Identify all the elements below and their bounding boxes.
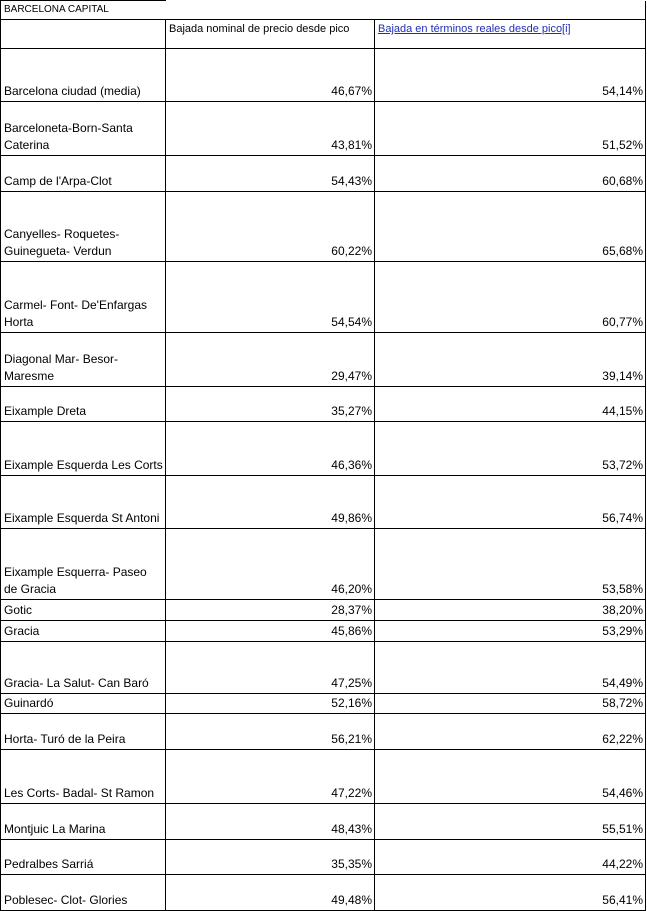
nominal-drop-value: 47,25%	[166, 642, 375, 694]
district-name: Camp de l'Arpa-Clot	[1, 156, 166, 192]
district-name: Diagonal Mar- Besor- Maresme	[1, 333, 166, 387]
real-drop-value: 65,68%	[375, 192, 646, 262]
real-drop-value: 44,15%	[375, 387, 646, 422]
nominal-drop-value: 43,81%	[166, 102, 375, 156]
district-name: Eixample Esquerra- Paseo de Gracia	[1, 529, 166, 600]
real-drop-header-link[interactable]: Bajada en términos reales desde pico[i]	[375, 20, 646, 49]
table-row	[1, 750, 646, 804]
real-drop-value: 39,14%	[375, 333, 646, 387]
district-name: Barceloneta-Born-Santa Caterina	[1, 102, 166, 156]
table-row	[1, 694, 646, 714]
nominal-drop-value: 46,67%	[166, 49, 375, 102]
district-name: Gracia	[1, 621, 166, 642]
nominal-drop-value: 60,22%	[166, 192, 375, 262]
table-row	[1, 262, 646, 333]
table-row	[1, 476, 646, 529]
table-row	[1, 422, 646, 476]
real-drop-value: 60,77%	[375, 262, 646, 333]
table-row	[1, 529, 646, 600]
real-drop-value: 58,72%	[375, 694, 646, 714]
table-row	[1, 642, 646, 694]
district-name: Les Corts- Badal- St Ramon	[1, 750, 166, 804]
real-drop-value: 44,22%	[375, 840, 646, 875]
real-drop-value: 54,46%	[375, 750, 646, 804]
real-drop-value: 56,74%	[375, 476, 646, 529]
district-name: Eixample Dreta	[1, 387, 166, 422]
real-drop-value: 56,41%	[375, 875, 646, 911]
district-name: Guinardó	[1, 694, 166, 714]
district-name: Eixample Esquerda St Antoni	[1, 476, 166, 529]
real-drop-value: 38,20%	[375, 600, 646, 621]
district-name: Montjuic La Marina	[1, 804, 166, 840]
district-name: Poblesec- Clot- Glories	[1, 875, 166, 911]
nominal-drop-value: 49,48%	[166, 875, 375, 911]
district-name: Gotic	[1, 600, 166, 621]
nominal-drop-value: 35,35%	[166, 840, 375, 875]
table-row	[1, 192, 646, 262]
header-row	[1, 20, 646, 49]
nominal-drop-value: 47,22%	[166, 750, 375, 804]
real-drop-value: 53,72%	[375, 422, 646, 476]
table-row	[1, 804, 646, 840]
title-row	[1, 1, 646, 20]
district-name: Canyelles- Roquetes- Guinegueta- Verdun	[1, 192, 166, 262]
district-name: Barcelona ciudad (media)	[1, 49, 166, 102]
title-blank-cell	[375, 1, 646, 20]
nominal-drop-value: 54,54%	[166, 262, 375, 333]
nominal-drop-value: 46,36%	[166, 422, 375, 476]
nominal-drop-value: 49,86%	[166, 476, 375, 529]
real-drop-value: 51,52%	[375, 102, 646, 156]
nominal-drop-value: 35,27%	[166, 387, 375, 422]
table-row	[1, 875, 646, 911]
nominal-drop-value: 48,43%	[166, 804, 375, 840]
table-row	[1, 621, 646, 642]
nominal-drop-header: Bajada nominal de precio desde pico	[166, 20, 375, 49]
real-drop-value: 60,68%	[375, 156, 646, 192]
table-row	[1, 387, 646, 422]
district-name: Horta- Turó de la Peira	[1, 714, 166, 750]
sheet-title: BARCELONA CAPITAL	[1, 1, 166, 20]
district-name: Carmel- Font- De'Enfargas Horta	[1, 262, 166, 333]
district-header	[1, 20, 166, 49]
real-drop-value: 53,58%	[375, 529, 646, 600]
district-name: Eixample Esquerda Les Corts	[1, 422, 166, 476]
table-row	[1, 156, 646, 192]
real-drop-value: 53,29%	[375, 621, 646, 642]
table-row	[1, 49, 646, 102]
district-name: Pedralbes Sarriá	[1, 840, 166, 875]
real-drop-value: 55,51%	[375, 804, 646, 840]
title-blank-cell	[166, 1, 375, 20]
nominal-drop-value: 54,43%	[166, 156, 375, 192]
nominal-drop-value: 29,47%	[166, 333, 375, 387]
table-row	[1, 840, 646, 875]
nominal-drop-value: 45,86%	[166, 621, 375, 642]
nominal-drop-value: 52,16%	[166, 694, 375, 714]
nominal-drop-value: 56,21%	[166, 714, 375, 750]
table-row	[1, 714, 646, 750]
nominal-drop-value: 28,37%	[166, 600, 375, 621]
table-row	[1, 102, 646, 156]
real-drop-value: 54,49%	[375, 642, 646, 694]
real-drop-value: 54,14%	[375, 49, 646, 102]
table-row	[1, 333, 646, 387]
real-drop-value: 62,22%	[375, 714, 646, 750]
table-row	[1, 600, 646, 621]
district-name: Gracia- La Salut- Can Baró	[1, 642, 166, 694]
nominal-drop-value: 46,20%	[166, 529, 375, 600]
